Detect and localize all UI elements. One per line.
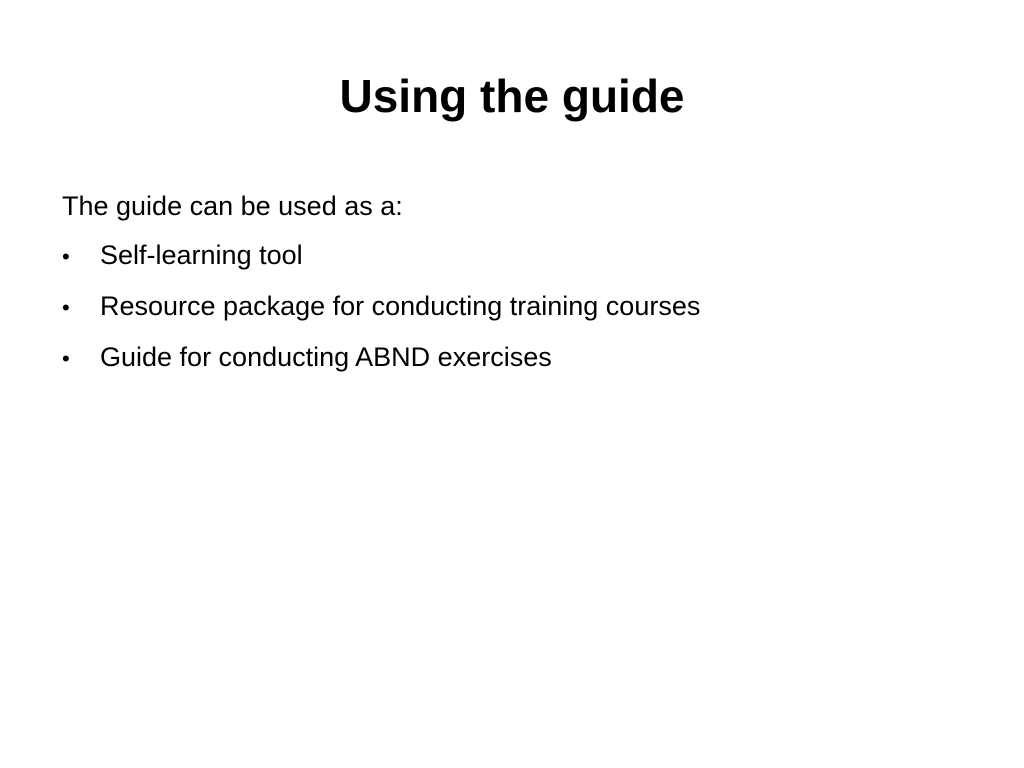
bullet-text: Guide for conducting ABND exercises <box>100 342 552 372</box>
bullet-icon: • <box>62 244 70 269</box>
bullet-text: Resource package for conducting training courses <box>100 291 701 321</box>
bullet-list <box>62 235 962 379</box>
bullet-item-abnd-exercises <box>62 337 962 379</box>
slide-body <box>62 186 962 388</box>
bullet-item-self-learning <box>62 235 962 277</box>
intro-text: The guide can be used as a: <box>62 191 403 221</box>
bullet-icon: • <box>62 346 70 371</box>
bullet-icon: • <box>62 295 70 320</box>
slide-title: Using the guide <box>339 70 685 122</box>
bullet-text: Self-learning tool <box>100 240 303 270</box>
bullet-item-resource-package <box>62 286 962 328</box>
